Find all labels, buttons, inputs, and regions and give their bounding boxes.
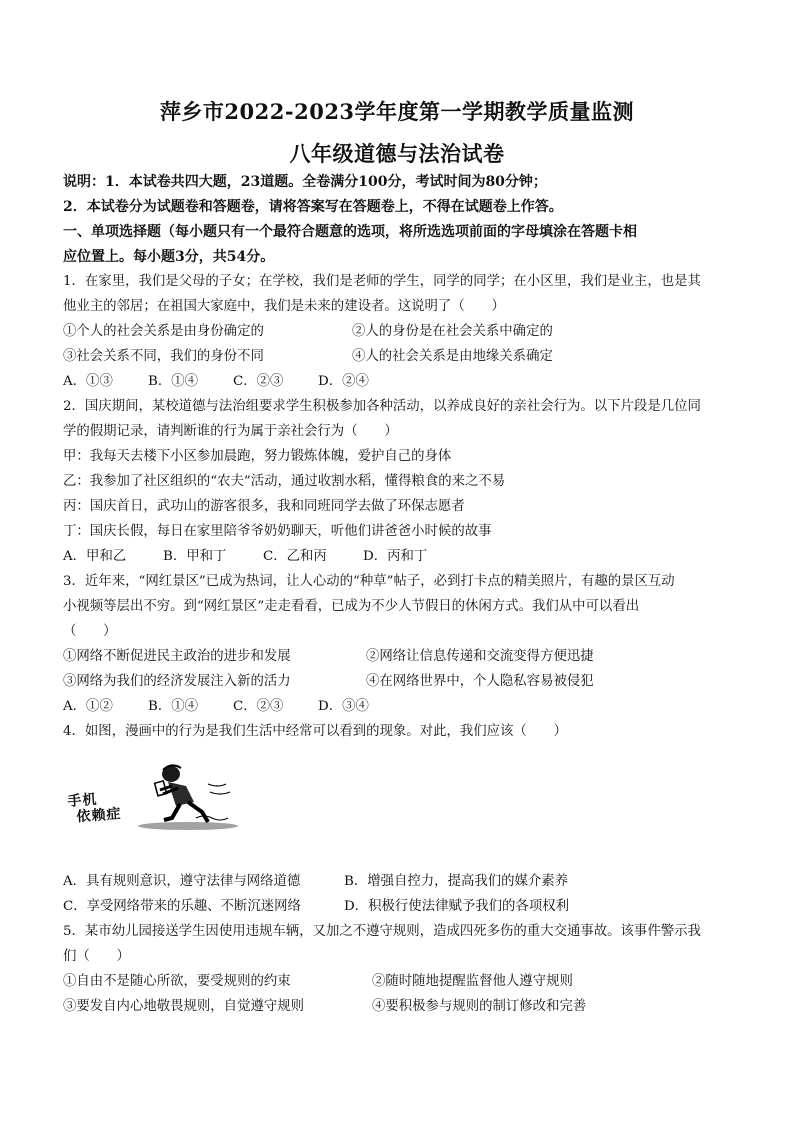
section-heading-line-1: 一、单项选择题（每小题只有一个最符合题意的选项，将所选选项前面的字母填涂在答题卡相 (63, 224, 637, 240)
q2-stem-line-1: 2．国庆期间，某校道德与法治组要求学生积极参加各种活动，以养成良好的亲社会行为。以下片段是几位同 (63, 399, 701, 414)
q1-option-a: A．①③ (63, 374, 113, 389)
q1-statement-4: ④人的社会关系是由地缘关系确定 (352, 349, 553, 364)
instruction-note-2: 2．本试卷分为试题卷和答题卷，请将答案写在答题卷上，不得在试题卷上作答。 (63, 199, 563, 215)
q2-record-yi: 乙：我参加了社区组织的“农夫”活动，通过收割水稻，懂得粮食的来之不易 (63, 474, 506, 489)
phone-addiction-cartoon (68, 762, 248, 832)
q2-options (63, 547, 463, 567)
instruction-note-1: 说明：1．本试卷共四大题，23道题。全卷满分100分，考试时间为80分钟； (63, 174, 547, 190)
q4-option-d: D．积极行使法律赋予我们的各项权利 (344, 899, 569, 914)
q3-stem-line-3: （ ） (63, 624, 117, 639)
q3-stem-line-1: 3．近年来，“网红景区”已成为热词，让人心动的“种草”帖子，必到打卡点的精美照片，有趣的景区互动 (63, 574, 675, 589)
q3-statement-4: ④在网络世界中，个人隐私容易被侵犯 (366, 674, 594, 689)
q1-option-d: D．②④ (318, 374, 369, 389)
q1-statement-3: ③社会关系不同，我们的身份不同 (63, 349, 264, 364)
q1-stem-line-2: 他业主的邻居；在祖国大家庭中，我们是未来的建设者。这说明了（ ） (63, 299, 505, 314)
q2-option-b: B．甲和丁 (163, 549, 227, 564)
q2-option-d: D．丙和丁 (363, 549, 428, 564)
q1-stem-line-1: 1．在家里，我们是父母的子女；在学校，我们是老师的学生，同学的同学；在小区里，我们是业主，也是其 (63, 274, 701, 289)
cartoon-caption (67, 790, 122, 826)
q2-option-a: A．甲和乙 (63, 549, 127, 564)
q5-statement-2: ②随时随地提醒监督他人遵守规则 (372, 974, 573, 989)
cartoon-caption-line-2: 依赖症 (76, 806, 123, 826)
q3-option-b: B．①④ (148, 699, 199, 714)
q2-record-ding: 丁：国庆长假，每日在家里陪爷爷奶奶聊天，听他们讲爸爸小时候的故事 (63, 524, 492, 539)
q1-statement-2: ②人的身份是在社会关系中确定的 (352, 324, 553, 339)
q4-option-a: A．具有规则意识，遵守法律与网络道德 (63, 874, 301, 889)
q2-option-c: C．乙和丙 (263, 549, 327, 564)
exam-subtitle: 八年级道德与法治试卷 (289, 141, 505, 166)
q3-option-d: D．③④ (318, 699, 369, 714)
q4-option-b: B．增强自控力，提高我们的媒介素养 (344, 874, 569, 889)
q3-statement-2: ②网络让信息传递和交流变得方便迅捷 (366, 649, 594, 664)
q2-stem-line-2: 学的假期记录，请判断谁的行为属于亲社会行为（ ） (63, 424, 398, 439)
q1-options (63, 372, 403, 392)
q5-stem-line-2: 们（ ） (63, 949, 130, 964)
q5-statement-1: ①自由不是随心所欲，要受规则的约束 (63, 974, 291, 989)
q5-statement-4: ④要积极参与规则的制订修改和完善 (372, 999, 587, 1014)
q5-stem-line-1: 5．某市幼儿园接送学生因使用违规车辆，又加之不遵守规则，造成四死多伤的重大交通事故。该事件警示我 (63, 924, 701, 939)
q5-statement-3: ③要发自内心地敬畏规则，自觉遵守规则 (63, 999, 305, 1014)
q2-record-jia: 甲：我每天去楼下小区参加晨跑，努力锻炼体魄，爱护自己的身体 (63, 449, 452, 464)
q1-option-b: B．①④ (148, 374, 199, 389)
q3-statement-3: ③网络为我们的经济发展注入新的活力 (63, 674, 291, 689)
q2-record-bing: 丙：国庆首日，武功山的游客很多，我和同班同学去做了环保志愿者 (63, 499, 465, 514)
cartoon-caption-line-1: 手机 (66, 791, 98, 810)
q3-options (63, 697, 403, 717)
q3-stem-line-2: 小视频等层出不穷。到“网红景区”走走看看，已成为不少人节假日的休闲方式。我们从中可以看出 (63, 599, 640, 614)
q3-option-a: A．①② (63, 699, 113, 714)
q3-statement-1: ①网络不断促进民主政治的进步和发展 (63, 649, 291, 664)
q4-stem: 4．如图，漫画中的行为是我们生活中经常可以看到的现象。对此，我们应该（ ） (63, 724, 567, 739)
q1-statement-1: ①个人的社会关系是由身份确定的 (63, 324, 264, 339)
q1-option-c: C．②③ (233, 374, 284, 389)
section-heading-line-2: 应位置上。每小题3分，共54分。 (63, 249, 275, 265)
exam-title: 萍乡市2022-2023学年度第一学期教学质量监测 (159, 99, 635, 124)
q3-option-c: C．②③ (233, 699, 284, 714)
q4-option-c: C．享受网络带来的乐趣、不断沉迷网络 (63, 899, 301, 914)
